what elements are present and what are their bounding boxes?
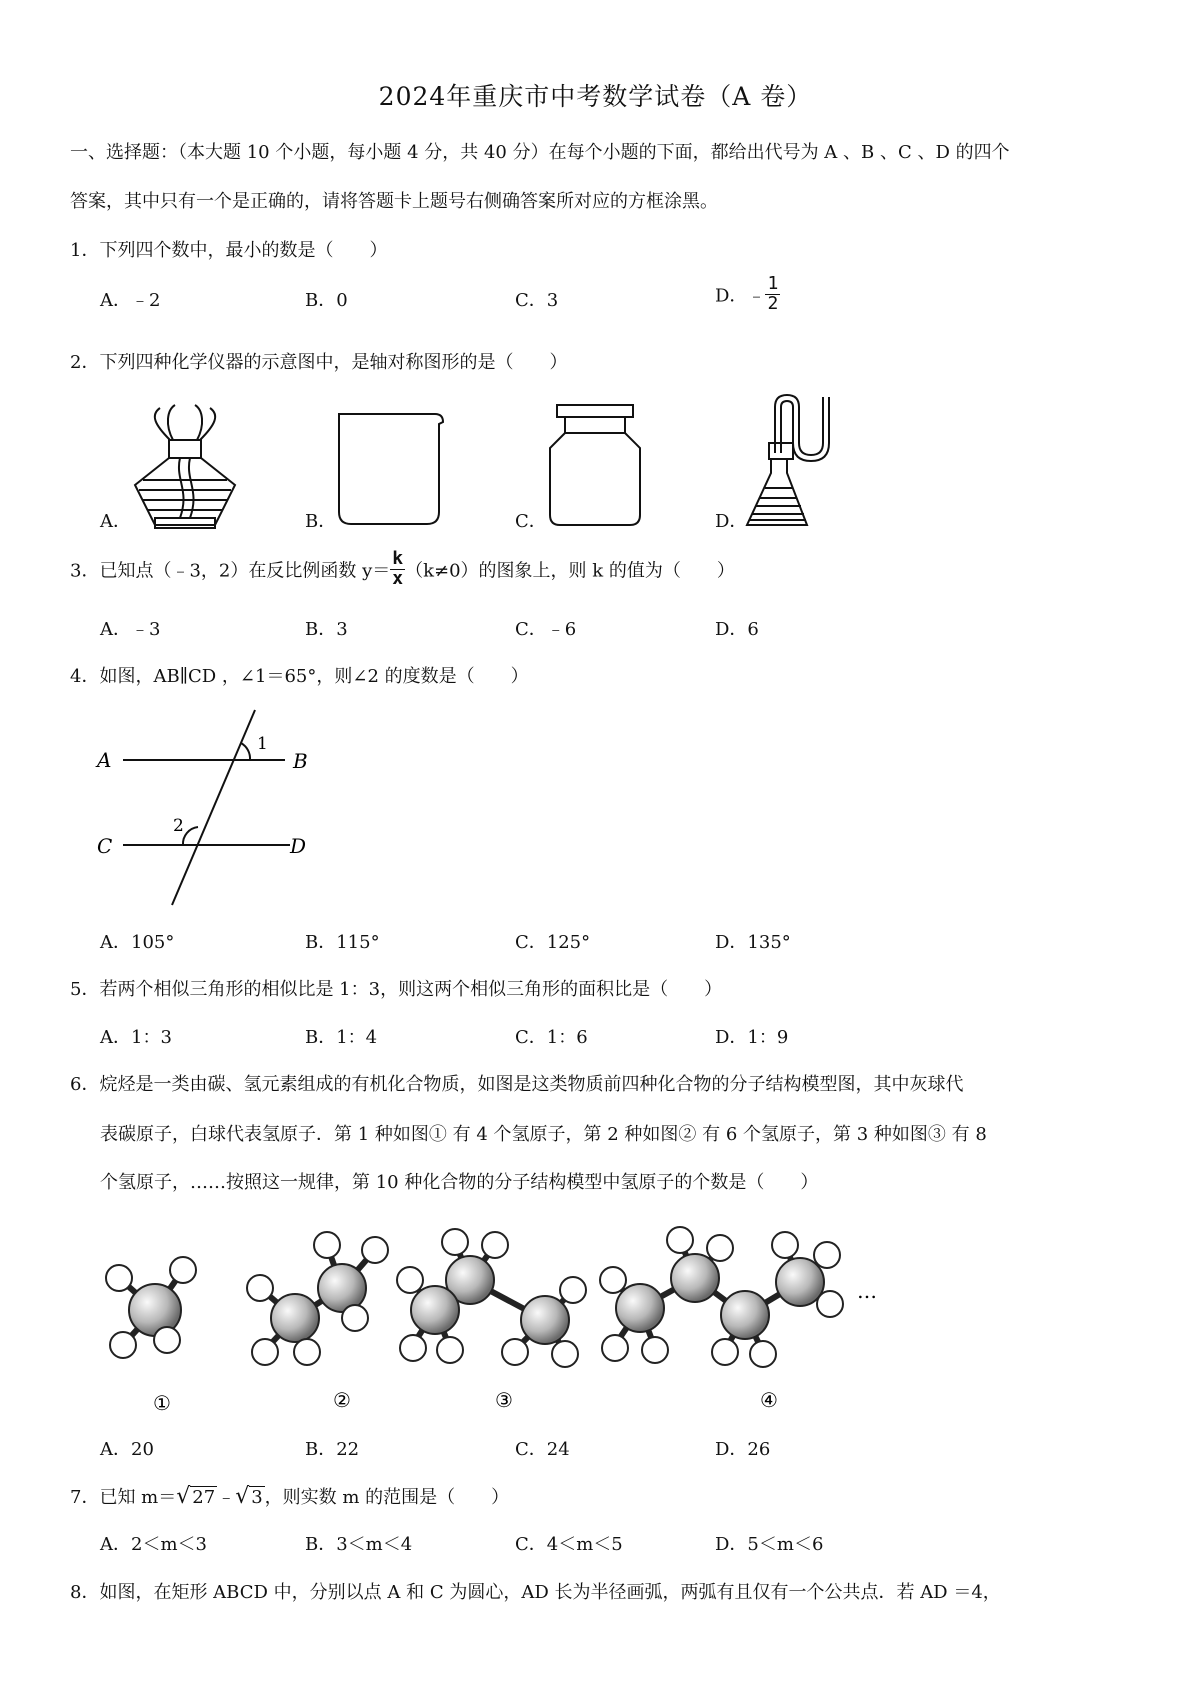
q4-option-a: A．105° [100, 932, 175, 953]
q3-option-d: D．6 [715, 619, 759, 640]
q6-label-4: ④ [760, 1388, 778, 1412]
q4-option-d: D．135° [715, 932, 791, 953]
q1-option-d [715, 275, 780, 314]
q7-option-c: C．4＜m＜5 [515, 1534, 623, 1555]
q5-stem: 5．若两个相似三角形的相似比是 1：3，则这两个相似三角形的面积比是（ ） [70, 979, 723, 1000]
molecule-2-ethane [247, 1232, 388, 1365]
alkane-molecule-models-figure [95, 1210, 915, 1420]
q6-option-d: D．26 [715, 1439, 771, 1460]
q7-stem [70, 1483, 509, 1509]
section-instruction-line1: 一、选择题：（本大题 10 个小题，每小题 4 分，共 40 分）在每个小题的下面，都给出代号为 A 、B 、C 、D 的四个 [70, 142, 1010, 163]
q4-stem: 4．如图，AB∥CD ，∠1＝65°，则∠2 的度数是（ ） [70, 666, 529, 687]
parallel-lines-figure [95, 705, 325, 910]
q3-option-b: B．3 [305, 619, 348, 640]
q2-option-d: D． [715, 511, 748, 532]
q7-radicand-3: 3 [251, 1487, 263, 1508]
section-instruction-line2: 答案，其中只有一个是正确的，请将答题卡上题号右侧确答案所对应的方框涂黑。 [70, 191, 718, 212]
q3-numerator: k [392, 548, 404, 569]
beaker-figure [335, 410, 445, 528]
q7-stem-pre: 7．已知 m＝ [70, 1487, 177, 1508]
alcohol-lamp-figure [125, 400, 245, 530]
q1-option-a: A．﹣2 [100, 290, 161, 311]
q6-line1: 6．烷烃是一类由碳、氢元素组成的有机化合物质，如图是这类物质前四种化合物的分子结构模型图，其中灰球代 [70, 1074, 964, 1095]
q3-option-c: C．﹣6 [515, 619, 577, 640]
q7-sqrt-27: √ 27 [176, 1484, 216, 1509]
q6-option-c: C．24 [515, 1439, 570, 1460]
q4-label-c: C [97, 834, 113, 858]
q2-option-c: C． [515, 511, 547, 532]
q7-option-a: A．2＜m＜3 [100, 1534, 207, 1555]
q4-angle-1-label: 1 [257, 734, 268, 754]
q1-option-d-sign: ﹣ [747, 285, 766, 307]
q7-sqrt-3: √ 3 [235, 1484, 263, 1509]
q7-option-b: B．3＜m＜4 [305, 1534, 413, 1555]
q7-minus: ﹣ [217, 1487, 236, 1508]
molecule-1-methane [106, 1257, 196, 1358]
q5-option-c: C．1：6 [515, 1027, 588, 1048]
q3-denominator: x [392, 567, 404, 589]
q5-option-d: D．1：9 [715, 1027, 789, 1048]
q2-option-b: B． [305, 511, 337, 532]
q4-option-c: C．125° [515, 932, 591, 953]
q1-d-numerator: 1 [767, 273, 779, 294]
q3-stem [70, 550, 735, 589]
q4-option-b: B．115° [305, 932, 380, 953]
q7-option-d: D．5＜m＜6 [715, 1534, 824, 1555]
q1-option-d-fraction [765, 275, 780, 314]
q6-line3: 个氢原子，……按照这一规律，第 10 种化合物的分子结构模型中氢原子的个数是（ ） [100, 1172, 819, 1193]
molecule-4-butane [600, 1227, 843, 1367]
q6-option-a: A．20 [100, 1439, 154, 1460]
reagent-bottle-figure [545, 403, 645, 528]
q6-ellipsis: … [857, 1279, 877, 1303]
q1-option-d-prefix: D． [715, 285, 748, 307]
page-title: 2024年重庆市中考数学试卷（A 卷） [378, 82, 813, 111]
q3-option-a: A．﹣3 [100, 619, 161, 640]
q3-stem-post: （k≠0）的图象上，则 k 的值为（ ） [405, 560, 735, 582]
q1-option-c: C．3 [515, 290, 559, 311]
q3-stem-pre: 3．已知点（﹣3，2）在反比例函数 y＝ [70, 560, 391, 582]
q6-label-1: ① [153, 1391, 171, 1415]
q4-label-a: A [97, 748, 112, 772]
q2-stem: 2．下列四种化学仪器的示意图中，是轴对称图形的是（ ） [70, 352, 568, 373]
molecule-3-propane [397, 1229, 586, 1367]
q1-stem: 1．下列四个数中，最小的数是（ ） [70, 240, 388, 261]
q6-label-3: ③ [495, 1388, 513, 1412]
q6-option-b: B．22 [305, 1439, 360, 1460]
q2-option-a: A． [100, 511, 131, 532]
q7-stem-post: ，则实数 m 的范围是（ ） [264, 1487, 510, 1508]
q3-fraction [390, 550, 405, 589]
q4-angle-2-label: 2 [173, 816, 184, 836]
q5-option-b: B．1：4 [305, 1027, 378, 1048]
conical-flask-u-tube-figure [745, 393, 845, 533]
q7-radicand-27: 27 [192, 1487, 216, 1508]
q8-stem: 8．如图，在矩形 ABCD 中，分别以点 A 和 C 为圆心，AD 长为半径画弧，两弧有且仅有一个公共点．若 AD ＝4， [70, 1582, 1001, 1603]
q4-label-b: B [293, 749, 308, 773]
q1-d-denominator: 2 [767, 292, 779, 314]
q6-line2: 表碳原子，白球代表氢原子．第 1 种如图① 有 4 个氢原子，第 2 种如图② 有 6 个氢原子，第 3 种如图③ 有 8 [100, 1124, 987, 1145]
q4-label-d: D [290, 834, 307, 858]
q1-option-b: B．0 [305, 290, 348, 311]
q6-label-2: ② [333, 1388, 351, 1412]
q5-option-a: A．1：3 [100, 1027, 172, 1048]
